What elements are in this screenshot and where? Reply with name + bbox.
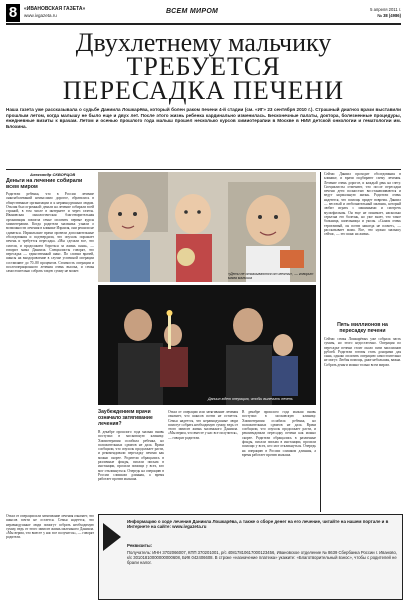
column-1-text [6, 192, 94, 510]
subheading-3: Пять миллионов на пересадку печени [337, 322, 388, 334]
photo-2-caption: Даниил ждет операцию, чтобы вылечить печень [208, 397, 293, 401]
lead-rule [6, 169, 401, 170]
column-2-paragraph: В декабре прошлого года малыш вновь поступил в московскую клинику. Химиотерапия ослабила ребенка, но положительных сдвигов не дала. Врачи сообщили, что опухоль продолжает расти, и рекомендовали пересадку печени как можно скорее. Родители обращались в различные фонды, писали письма в инстанции, просили помощи у всех, кто мог откликнуться. Очередь на операцию в России слишком длинная, а время работает против малыша. [98, 430, 164, 482]
column-4b-paragraph: Сейчас семья Лошкарёвых уже собрала часть суммы, но этого недостаточно. Операция по пересадке печени стоит около пяти миллионов рублей. Родители готовы стать донорами для сына, однако оплатить операцию самостоятельно не могут. Любая помощь, даже небольшая, важна. Собрать деньги можно только всем миром. [324, 337, 401, 367]
column-1-bottom-text [6, 514, 94, 598]
info-box [98, 514, 403, 600]
column-3b-text [242, 410, 316, 510]
page-header [6, 4, 401, 22]
column-3-paragraph: Отказ от операции или затягивание лечения означает, что шансов почти не остается. Семья надеется, что неравнодушные люди помогут собрать необходимую сумму, ведь от этого зависит жизнь маленького Даниила. «Мы верим, что вместе у нас все получится», — говорят родители. [168, 410, 238, 440]
headline-line-1: Двухлетнему мальчику [75, 28, 332, 57]
headline-line-3: ПЕРЕСАДКА ПЕЧЕНИ [62, 76, 345, 105]
children-photo-illustration [98, 172, 316, 282]
subheading-2: Заубеждением врачи означало затягивание лечения? [98, 409, 153, 427]
column-1-bottom-paragraph: Отказ от операции или затягивание лечения означает, что шансов почти не остается. Семья надеется, что неравнодушные люди помогут собрать необходимую сумму, ведь от этого зависит жизнь маленького Даниила. «Мы верим, что вместе у нас все получится», — говорят родители. [6, 514, 94, 540]
column-2-text [98, 430, 164, 510]
info-box-arrow-icon [103, 523, 121, 551]
section-title: ВСЕМ МИРОМ [166, 8, 219, 15]
headline-line-2: ТРЕБУЕТСЯ [126, 52, 281, 81]
issue-date: 5 апреля 2011 г. [370, 7, 401, 12]
family-photo-illustration [98, 285, 316, 405]
website: www.ivgazeta.ru [24, 13, 57, 18]
page-number: 8 [6, 4, 20, 22]
author-byline: Александр СКВОРЦОВ [30, 172, 76, 177]
column-1-paragraph: Родители ребенка, что в России лечение онкозаболеваний немыслимо дорогое, обратились в общественные организации и к неравнодушным людям. Отклик был огромный: деньги на лечение собирали всей страной, в том числе в интернете и через газеты. Ивановская онкологическая благотворительная организация помогла семье оплатить первые курсы химиотерапии. Когда родители мальчика узнали о возможности лечения в клинике Израиля, они решили не сдаваться. Израильские врачи провели дополнительные обследования и подтвердили, что опухоль поражает печень и требуется пересадка. «Мы сделали все, что смогли, и продолжаем бороться за жизнь сына», — говорит мама Даниила. Специалисты говорят, что пересадка — единственный шанс. По словам врачей, шансы на выздоровление в случае успешной операции составляют до 70–80 процентов. Стоимость операции и послеоперационного лечения очень высока, и семья самостоятельно собрать такую сумму не может. [6, 192, 94, 274]
column-4-paragraph: Сейчас Даниил проходит обследования в клинике, и врачи подбирают схему лечения. Лечение очень дорогое, и каждый день на счету. Специалисты отмечают, что после пересадки печени дети полностью восстанавливаются и ведут нормальную жизнь. Родители очень надеются, что помощь придет вовремя. Даниил — веселый и любознательный мальчик, который любит играть с машинками и смотреть мультфильмы. Он еще не понимает, насколько серьезна его болезнь, но уже знает, что такое больница, капельницы и уколы. «Сынок очень терпеливый, он почти никогда не плачет», — рассказывает мама. Все, что нужно малышу сейчас, — это шанс на жизнь. [324, 172, 401, 237]
photo-family [98, 285, 316, 405]
column-4-text [324, 172, 401, 322]
info-box-requisites-label: Реквизиты: [127, 543, 153, 548]
photo-children [98, 172, 316, 282]
info-box-requisites: Получатель: ИНН 3702066007, КПП 370201001, р/с 40817810617000123456, Ивановское отделение № 8639 Сбербанка России г. Иваново, к/с 30101810000000000608, БИК 042406608. В строке «назначение платежа» укажите: «Благотворительный взнос», чтобы с родителей не брали налог. [127, 550, 397, 566]
photo-1-caption: «Дети не отказываются от мечты», — говорит мама малыша [228, 272, 314, 281]
column-3-text [168, 410, 238, 510]
lead-paragraph: Наша газета уже рассказывала о судьбе Даниила Лошкарёва, который болен раком печени 4-й стадии (см. «ИГ» 23 сентября 2010 г.). Страшный диагноз врачи выставили прошлым летом, когда малышу не было еще и двух лет. После этого жизнь ребенка кардинально изменилась. Бесконечные палаты, доктора, болезненные процедуры, ежедневные визиты к врачам. Летом и осенью прошлого года малыш прошел несколько курсов химиотерапии в Москве в НИИ детской онкологии и гематологии им. Блохина. [6, 107, 401, 130]
column-3b-paragraph: В декабре прошлого года малыш вновь поступил в московскую клинику. Химиотерапия ослабила ребенка, но положительных сдвигов не дала. Врачи сообщили, что опухоль продолжает расти, и рекомендовали пересадку печени как можно скорее. Родители обращались в различные фонды, писали письма в инстанции, просили помощи у всех, кто мог откликнуться. Очередь на операцию в России слишком длинная, а время работает против малыша. [242, 410, 316, 457]
issue-number: № 38 (4986) [377, 13, 401, 18]
header-rule [6, 23, 401, 25]
subheading-1: Деньги на лечение собирали всем миром [6, 178, 83, 190]
paper-name: «ИВАНОВСКАЯ ГАЗЕТА» [24, 6, 86, 12]
info-box-title: Информацию о ходе лечения Даниила Лошкарёва, а также о сборе денег на его лечение, читайте на нашем портале и в Интернете на сайте: www.ivgazeta.ru [127, 519, 389, 530]
headline [6, 28, 401, 105]
column-4b-text [324, 337, 401, 510]
column-divider [320, 172, 321, 512]
